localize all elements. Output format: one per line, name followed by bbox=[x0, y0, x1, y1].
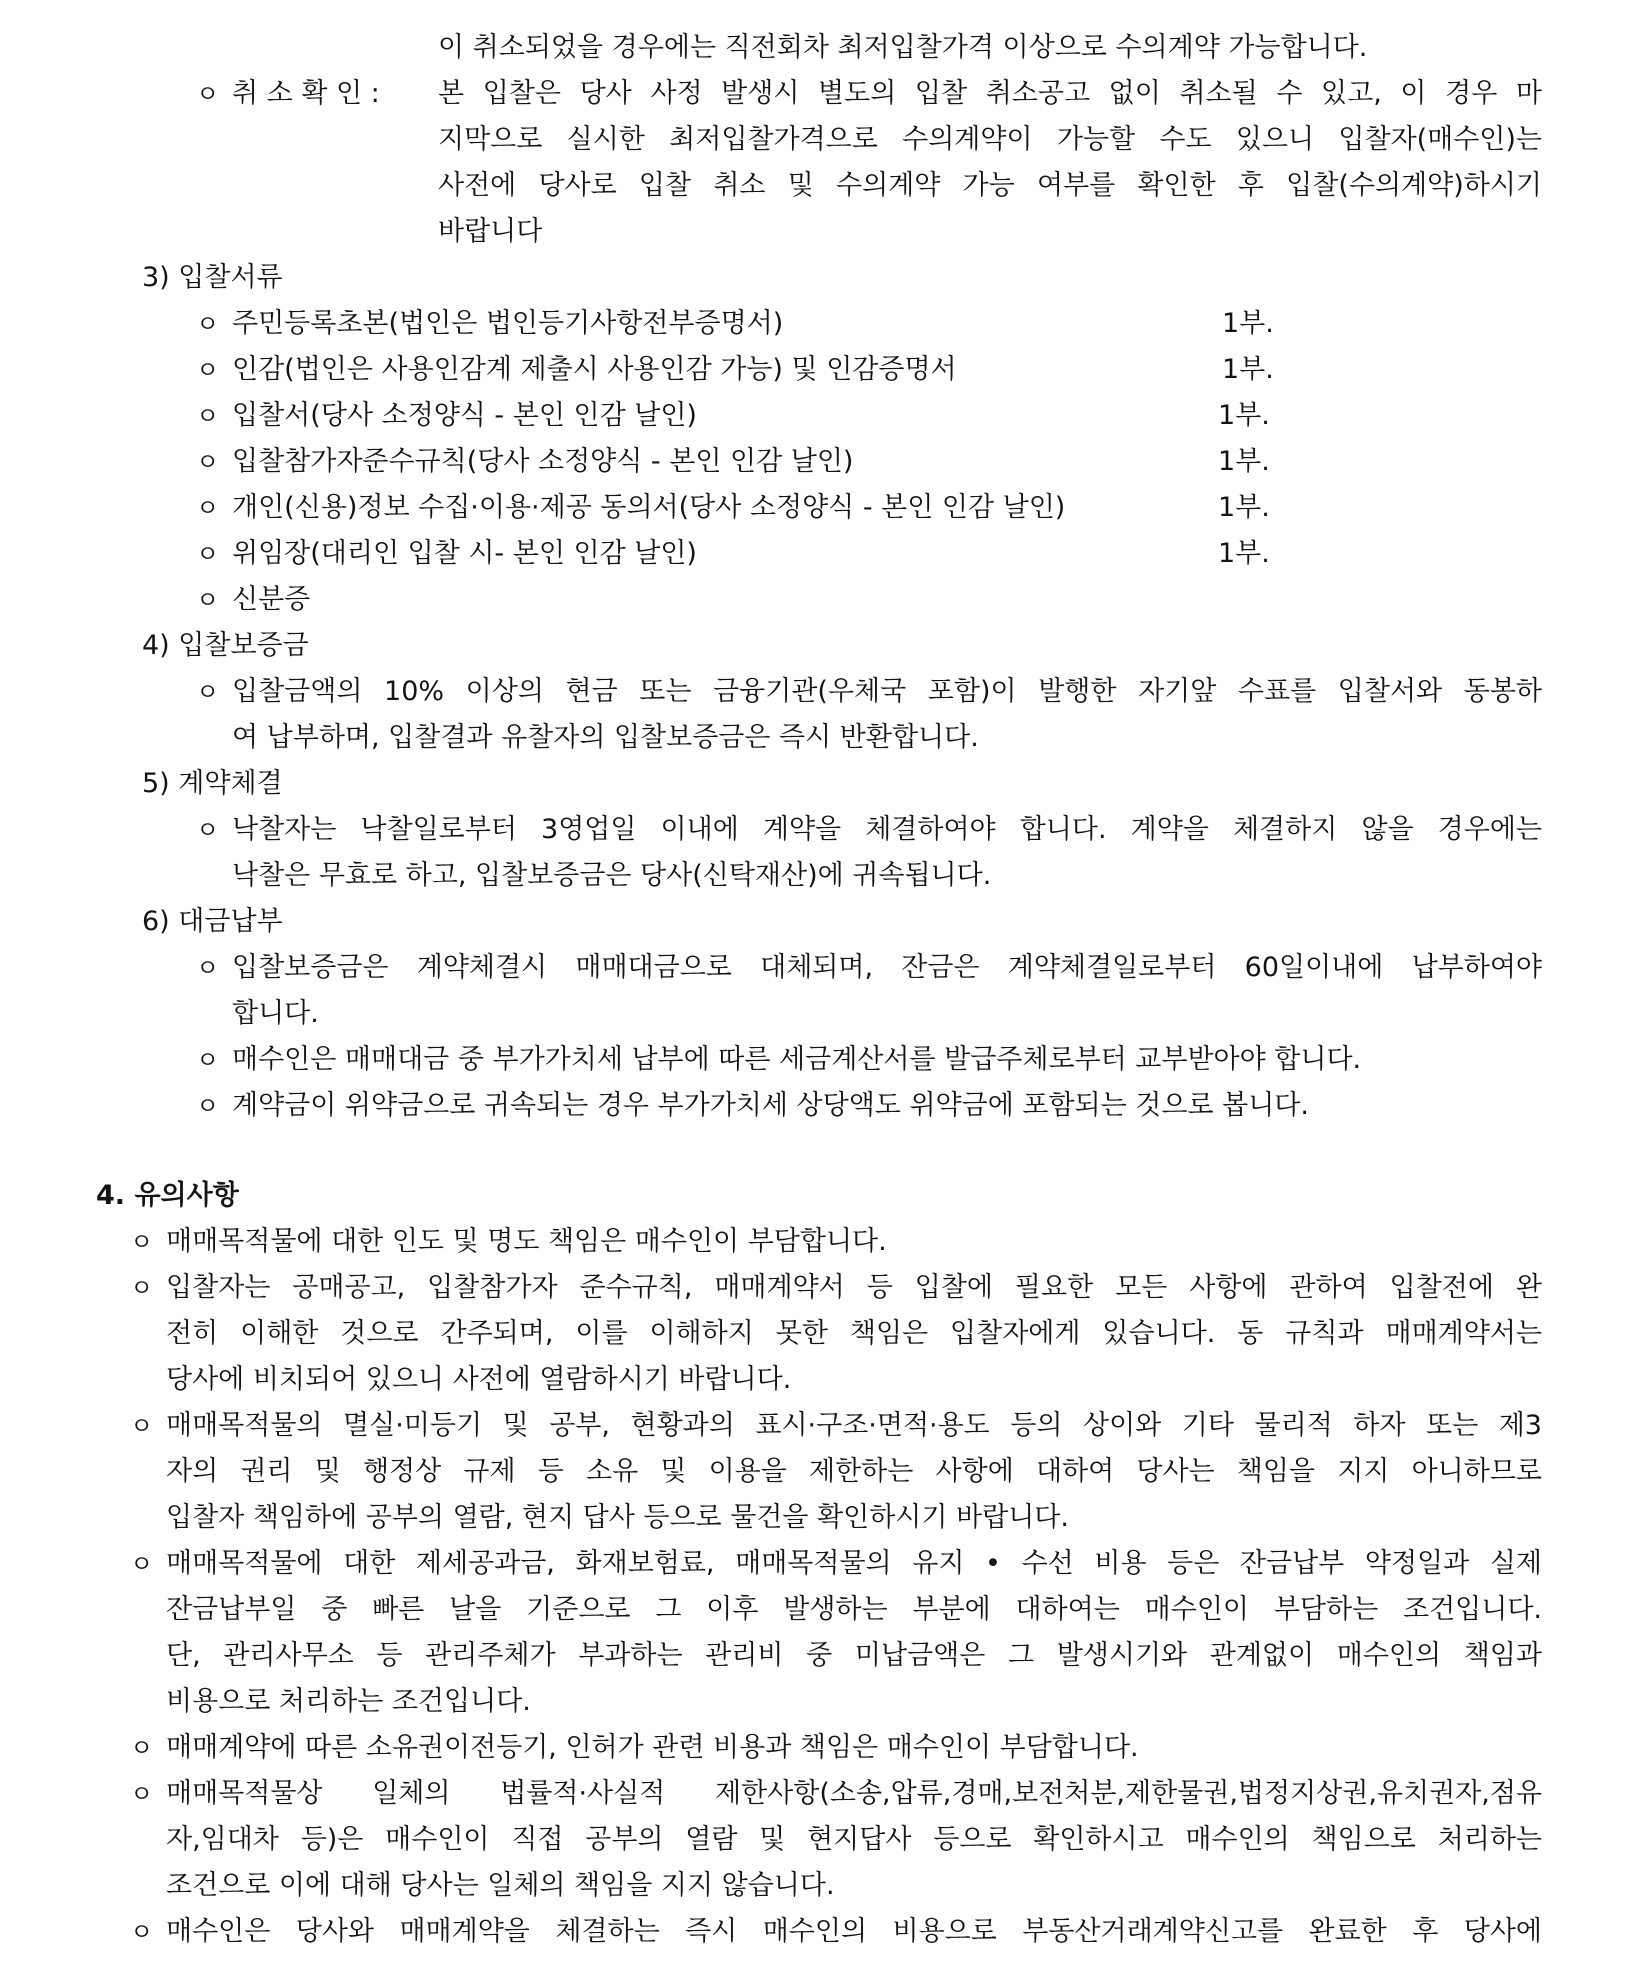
document-count: 1부. bbox=[1218, 538, 1270, 569]
payment-text-line: 합니다. bbox=[232, 998, 319, 1029]
bullet-marker: ㅇ bbox=[196, 954, 220, 982]
section-title-bid-deposit: 4) 입찰보증금 bbox=[142, 630, 309, 661]
cancel-label: 취 소 확 인 : bbox=[232, 78, 380, 109]
bullet-marker: ㅇ bbox=[130, 1228, 154, 1256]
cancel-text-line: 바랍니다 bbox=[438, 216, 543, 247]
deposit-text-line: 여 납부하며, 입찰결과 유찰자의 입찰보증금은 즉시 반환합니다. bbox=[232, 722, 979, 753]
document-item: 위임장(대리인 입찰 시- 본인 인감 날인) bbox=[232, 538, 697, 569]
document-count: 1부. bbox=[1218, 492, 1270, 523]
bullet-marker: ㅇ bbox=[130, 1550, 154, 1578]
note-text-line: 매매목적물에 대한 제세공과금, 화재보험료, 매매목적물의 유지 • 수선 비용 등은 잔금납부 약정일과 실제 bbox=[166, 1548, 1542, 1579]
document-count: 1부. bbox=[1222, 354, 1274, 385]
bullet-marker: ㅇ bbox=[196, 540, 220, 568]
document-item: 인감(법인은 사용인감계 제출시 사용인감 가능) 및 인감증명서 bbox=[232, 354, 957, 385]
contract-text-line: 낙찰은 무효로 하고, 입찰보증금은 당사(신탁재산)에 귀속됩니다. bbox=[232, 860, 992, 891]
bullet-marker: ㅇ bbox=[196, 402, 220, 430]
contract-text-line: 낙찰자는 낙찰일로부터 3영업일 이내에 계약을 체결하여야 합니다. 계약을 체결하지 않을 경우에는 bbox=[232, 814, 1542, 845]
bullet-marker: ㅇ bbox=[196, 310, 220, 338]
note-text-line: 매매목적물에 대한 인도 및 명도 책임은 매수인이 부담합니다. bbox=[166, 1226, 887, 1257]
cancel-continuation-line: 이 취소되었을 경우에는 직전회차 최저입찰가격 이상으로 수의계약 가능합니다. bbox=[438, 32, 1368, 63]
note-text-line: 매수인은 당사와 매매계약을 체결하는 즉시 매수인의 비용으로 부동산거래계약신고를 완료한 후 당사에 bbox=[166, 1916, 1542, 1947]
note-text-line: 매매목적물의 멸실·미등기 및 공부, 현황과의 표시·구조·면적·용도 등의 상이와 기타 물리적 하자 또는 제3 bbox=[166, 1410, 1542, 1441]
bullet-marker: ㅇ bbox=[196, 448, 220, 476]
note-text-line: 조건으로 이에 대해 당사는 일체의 책임을 지지 않습니다. bbox=[166, 1870, 835, 1901]
note-text-line: 단, 관리사무소 등 관리주체가 부과하는 관리비 중 미납금액은 그 발생시기와 관계없이 매수인의 책임과 bbox=[166, 1640, 1542, 1671]
document-item: 입찰참가자준수규칙(당사 소정양식 - 본인 인감 날인) bbox=[232, 446, 854, 477]
cancel-text-line: 지막으로 실시한 최저입찰가격으로 수의계약이 가능할 수도 있으니 입찰자(매수인)는 bbox=[438, 124, 1542, 155]
bullet-marker: ㅇ bbox=[130, 1274, 154, 1302]
bullet-marker: ㅇ bbox=[196, 678, 220, 706]
bullet-marker: ㅇ bbox=[196, 586, 220, 614]
cancel-text-line: 본 입찰은 당사 사정 발생시 별도의 입찰 취소공고 없이 취소될 수 있고, 이 경우 마 bbox=[438, 78, 1542, 109]
bullet-marker: ㅇ bbox=[130, 1780, 154, 1808]
section-title-contract: 5) 계약체결 bbox=[142, 768, 283, 799]
bullet-marker: ㅇ bbox=[196, 80, 220, 108]
cancel-text-line: 사전에 당사로 입찰 취소 및 수의계약 가능 여부를 확인한 후 입찰(수의계약)하시기 bbox=[438, 170, 1542, 201]
section-title-notes: 4. 유의사항 bbox=[96, 1180, 239, 1211]
document-item: 개인(신용)정보 수집·이용·제공 동의서(당사 소정양식 - 본인 인감 날인) bbox=[232, 492, 1066, 523]
note-text-line: 자의 권리 및 행정상 규제 등 소유 및 이용을 제한하는 사항에 대하여 당사는 책임을 지지 아니하므로 bbox=[166, 1456, 1542, 1487]
deposit-text-line: 입찰금액의 10% 이상의 현금 또는 금융기관(우체국 포함)이 발행한 자기앞 수표를 입찰서와 동봉하 bbox=[232, 676, 1542, 707]
bullet-marker: ㅇ bbox=[196, 1046, 220, 1074]
document-item: 주민등록초본(법인은 법인등기사항전부증명서) bbox=[232, 308, 784, 339]
section-title-payment: 6) 대금납부 bbox=[142, 906, 283, 937]
bullet-marker: ㅇ bbox=[196, 816, 220, 844]
document-item: 신분증 bbox=[232, 584, 311, 615]
note-text-line: 비용으로 처리하는 조건입니다. bbox=[166, 1686, 531, 1717]
note-text-line: 입찰자 책임하에 공부의 열람, 현지 답사 등으로 물건을 확인하시기 바랍니다. bbox=[166, 1502, 1069, 1533]
document-count: 1부. bbox=[1218, 446, 1270, 477]
document-count: 1부. bbox=[1218, 400, 1270, 431]
document-item: 입찰서(당사 소정양식 - 본인 인감 날인) bbox=[232, 400, 697, 431]
bullet-marker: ㅇ bbox=[196, 356, 220, 384]
bullet-marker: ㅇ bbox=[196, 1092, 220, 1120]
bullet-marker: ㅇ bbox=[130, 1412, 154, 1440]
payment-text-line: 입찰보증금은 계약체결시 매매대금으로 대체되며, 잔금은 계약체결일로부터 60일이내에 납부하여야 bbox=[232, 952, 1542, 983]
note-text-line: 잔금납부일 중 빠른 날을 기준으로 그 이후 발생하는 부분에 대하여는 매수인이 부담하는 조건입니다. bbox=[166, 1594, 1542, 1625]
note-text-line: 당사에 비치되어 있으니 사전에 열람하시기 바랍니다. bbox=[166, 1364, 792, 1395]
note-text-line: 전히 이해한 것으로 간주되며, 이를 이해하지 못한 책임은 입찰자에게 있습니다. 동 규칙과 매매계약서는 bbox=[166, 1318, 1542, 1349]
bullet-marker: ㅇ bbox=[196, 494, 220, 522]
note-text-line: 매매계약에 따른 소유권이전등기, 인허가 관련 비용과 책임은 매수인이 부담합니다. bbox=[166, 1732, 1139, 1763]
note-text-line: 자,임대차 등)은 매수인이 직접 공부의 열람 및 현지답사 등으로 확인하시고 매수인의 책임으로 처리하는 bbox=[166, 1824, 1542, 1855]
section-title-bid-documents: 3) 입찰서류 bbox=[142, 262, 283, 293]
payment-text-line: 계약금이 위약금으로 귀속되는 경우 부가가치세 상당액도 위약금에 포함되는 것으로 봅니다. bbox=[232, 1090, 1309, 1121]
payment-text-line: 매수인은 매매대금 중 부가가치세 납부에 따른 세금계산서를 발급주체로부터 교부받아야 합니다. bbox=[232, 1044, 1362, 1075]
note-text-line: 입찰자는 공매공고, 입찰참가자 준수규칙, 매매계약서 등 입찰에 필요한 모든 사항에 관하여 입찰전에 완 bbox=[166, 1272, 1542, 1303]
note-text-line: 매매목적물상 일체의 법률적·사실적 제한사항(소송,압류,경매,보전처분,제한물권,법정지상권,유치권자,점유 bbox=[166, 1778, 1542, 1809]
document-count: 1부. bbox=[1222, 308, 1274, 339]
bullet-marker: ㅇ bbox=[130, 1918, 154, 1946]
bullet-marker: ㅇ bbox=[130, 1734, 154, 1762]
